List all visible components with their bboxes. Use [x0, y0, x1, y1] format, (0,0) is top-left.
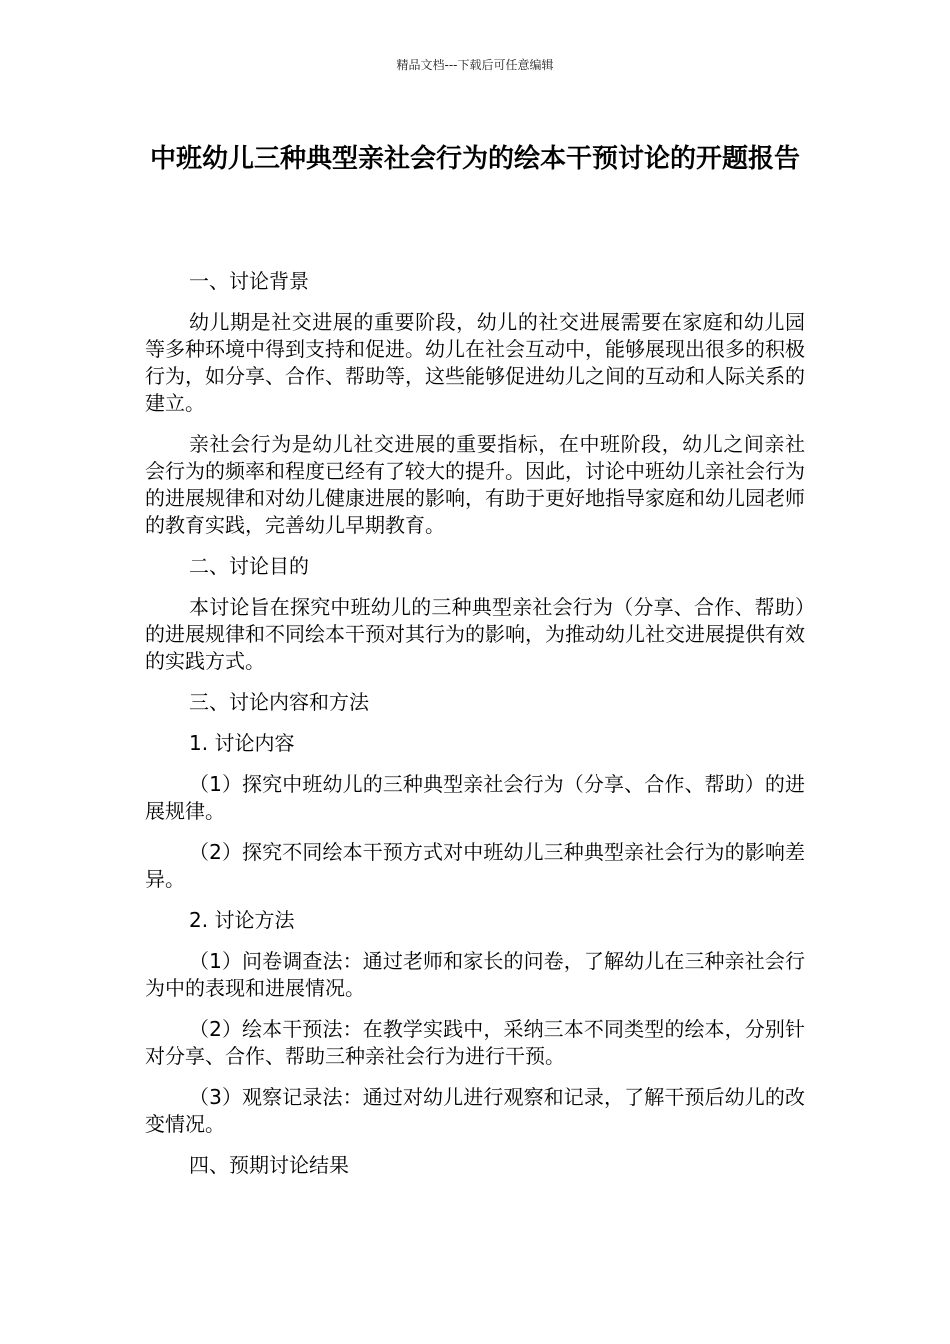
list-item-content-2: （2）探究不同绘本干预方式对中班幼儿三种典型亲社会行为的影响差异。	[145, 840, 805, 891]
list-item-content-1: （1）探究中班幼儿的三种典型亲社会行为（分享、合作、帮助）的进展规律。	[145, 772, 805, 823]
document-title: 中班幼儿三种典型亲社会行为的绘本干预讨论的开题报告	[149, 144, 800, 174]
list-item-method-3: （3）观察记录法：通过对幼儿进行观察和记录，了解干预后幼儿的改变情况。	[145, 1085, 805, 1136]
section-heading-content-methods: 三、讨论内容和方法	[189, 690, 369, 714]
document-body	[145, 268, 805, 1179]
section-heading-expected-results: 四、预期讨论结果	[189, 1153, 349, 1177]
paragraph-purpose: 本讨论旨在探究中班幼儿的三种典型亲社会行为（分享、合作、帮助）的进展规律和不同绘本干预对其行为的影响，为推动幼儿社交进展提供有效的实践方式。	[145, 595, 805, 673]
section-heading-background: 一、讨论背景	[189, 269, 309, 293]
list-item-method-1: （1）问卷调查法：通过老师和家长的问卷，了解幼儿在三种亲社会行为中的表现和进展情况。	[145, 949, 805, 1000]
paragraph-background-2: 亲社会行为是幼儿社交进展的重要指标，在中班阶段，幼儿之间亲社会行为的频率和程度已经有了较大的提升。因此，讨论中班幼儿亲社会行为的进展规律和对幼儿健康进展的影响，有助于更好地指导家庭和幼儿园老师的教育实践，完善幼儿早期教育。	[145, 432, 805, 537]
section-heading-purpose: 二、讨论目的	[189, 554, 309, 578]
subheading-methods: 2. 讨论方法	[189, 908, 295, 932]
subheading-content: 1. 讨论内容	[189, 731, 295, 755]
paragraph-background-1: 幼儿期是社交进展的重要阶段，幼儿的社交进展需要在家庭和幼儿园等多种环境中得到支持和促进。幼儿在社会互动中，能够展现出很多的积极行为，如分享、合作、帮助等，这些能够促进幼儿之间的互动和人际关系的建立。	[145, 310, 805, 415]
list-item-method-2: （2）绘本干预法：在教学实践中，采纳三本不同类型的绘本，分别针对分享、合作、帮助三种亲社会行为进行干预。	[145, 1017, 805, 1068]
page-header-note: 精品文档---下载后可任意编辑	[396, 58, 554, 72]
